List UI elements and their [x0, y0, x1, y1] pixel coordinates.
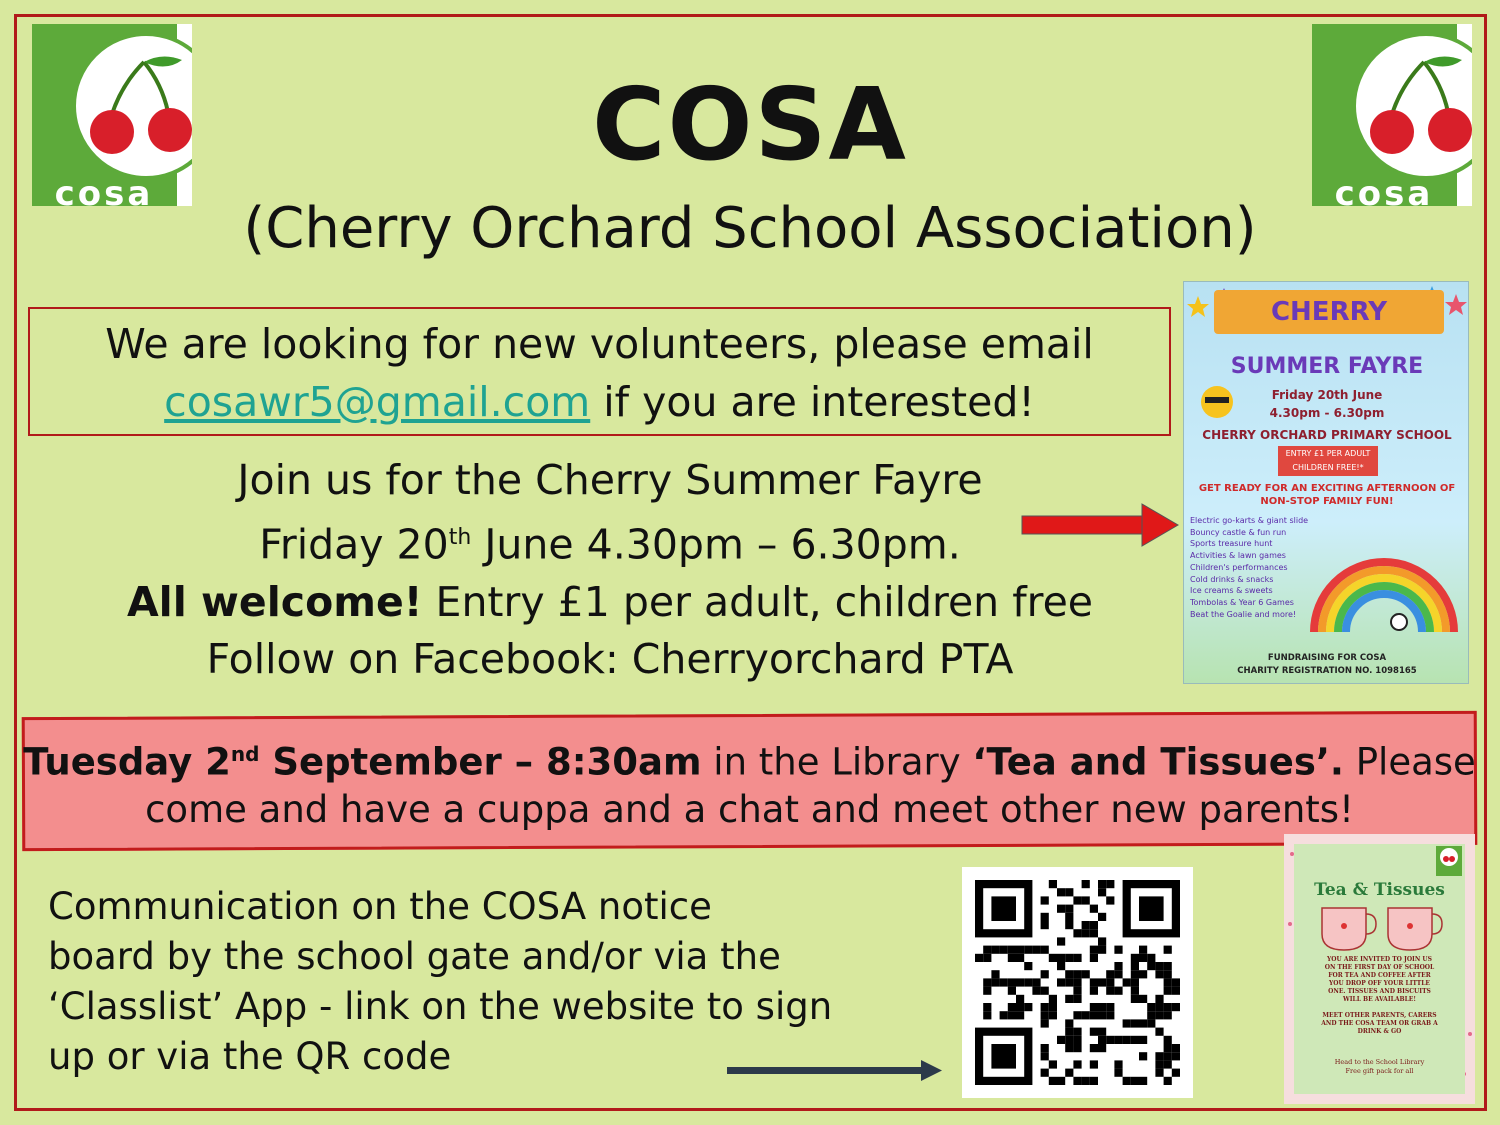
tea-tissues-poster	[1284, 834, 1475, 1104]
poster-date: Friday 20th June	[1271, 388, 1383, 402]
mug-icon	[1312, 904, 1452, 954]
tea-line-1: Tuesday 2nd September – 8:30am in the Library ‘Tea and Tissues’. Please	[23, 740, 1476, 784]
poster-footer: FUNDRAISING FOR COSA CHARITY REGISTRATION NO. 1098165	[1237, 653, 1417, 676]
list-item: Tombolas & Year 6 Games	[1190, 597, 1294, 607]
rainbow-icon	[1304, 522, 1464, 642]
email-link[interactable]: cosawr5@gmail.com	[164, 378, 591, 426]
volunteer-line-2-rest: if you are interested!	[590, 378, 1035, 426]
fayre-line-2: Friday 20th June 4.30pm – 6.30pm.	[259, 520, 961, 569]
poster-ready: GET READY FOR AN EXCITING AFTERNOON OF NON-STOP FAMILY FUN!	[1198, 483, 1456, 507]
list-item: Electric go-karts & giant slide	[1190, 516, 1309, 525]
dark-arrow-icon	[725, 1058, 945, 1084]
volunteer-line-2	[30, 373, 1169, 431]
list-item: Cold drinks & snacks	[1190, 574, 1274, 584]
fayre-line-3: All welcome! Entry £1 per adult, children free	[126, 577, 1094, 626]
logo-text: cosa	[1334, 174, 1434, 206]
fayre-line-4: Follow on Facebook: Cherryorchard PTA	[206, 634, 1014, 683]
fayre-line-1: Join us for the Cherry Summer Fayre	[237, 456, 983, 504]
communication-text: Communication on the COSA notice board by the school gate and/or via the ‘Classlist’ App - link on the website to sign up or via the QR code	[48, 885, 833, 1078]
tea-poster-title: Tea & Tissues	[1314, 880, 1445, 900]
list-item: Beat the Goalie and more!	[1190, 609, 1297, 619]
red-arrow-icon	[1020, 500, 1180, 550]
volunteer-line-1: We are looking for new volunteers, please email	[105, 320, 1094, 368]
poster-school: CHERRY ORCHARD PRIMARY SCHOOL	[1202, 428, 1452, 442]
tea-poster-foot: Head to the School Library Free gift pack for all	[1334, 1058, 1425, 1075]
qr-code[interactable]	[962, 867, 1193, 1098]
logo-text: cosa	[54, 174, 154, 206]
volunteer-notice	[28, 307, 1171, 436]
tea-tissues-text	[22, 730, 1477, 834]
poster-activities	[1190, 515, 1310, 620]
poster-banner: CHERRY	[1214, 290, 1444, 334]
tea-poster-body: YOU ARE INVITED TO JOIN US ON THE FIRST DAY OF SCHOOL FOR TEA AND COFFEE AFTER YOU DROP OFF YOUR LITTLE ONE. TISSUES AND BISCUITS WILL BE AVAILABLE! MEET OTHER PARENTS, CARERS AND THE COSA TEAM OR GRAB A DRINK & GO	[1321, 956, 1438, 1035]
tea-line-2: come and have a cuppa and a chat and meet other new parents!	[145, 788, 1354, 832]
list-item: Bouncy castle & fun run	[1190, 527, 1287, 537]
poster-heading: SUMMER FAYRE	[1230, 354, 1424, 379]
poster-time: 4.30pm - 6.30pm	[1269, 406, 1385, 420]
cosa-mini-logo	[1436, 846, 1462, 876]
list-item: Ice creams & sweets	[1190, 586, 1273, 596]
fayre-details	[40, 452, 1180, 688]
page-title: COSA	[592, 66, 908, 183]
list-item: Activities & lawn games	[1190, 551, 1286, 561]
list-item: Sports treasure hunt	[1190, 539, 1273, 549]
page-subtitle: (Cherry Orchard School Association)	[243, 196, 1257, 261]
list-item: Children's performances	[1190, 562, 1288, 572]
qr-code-icon	[975, 880, 1180, 1085]
summer-fayre-poster	[1183, 281, 1469, 684]
poster-entry: ENTRY £1 PER ADULT CHILDREN FREE!*	[1278, 446, 1378, 476]
